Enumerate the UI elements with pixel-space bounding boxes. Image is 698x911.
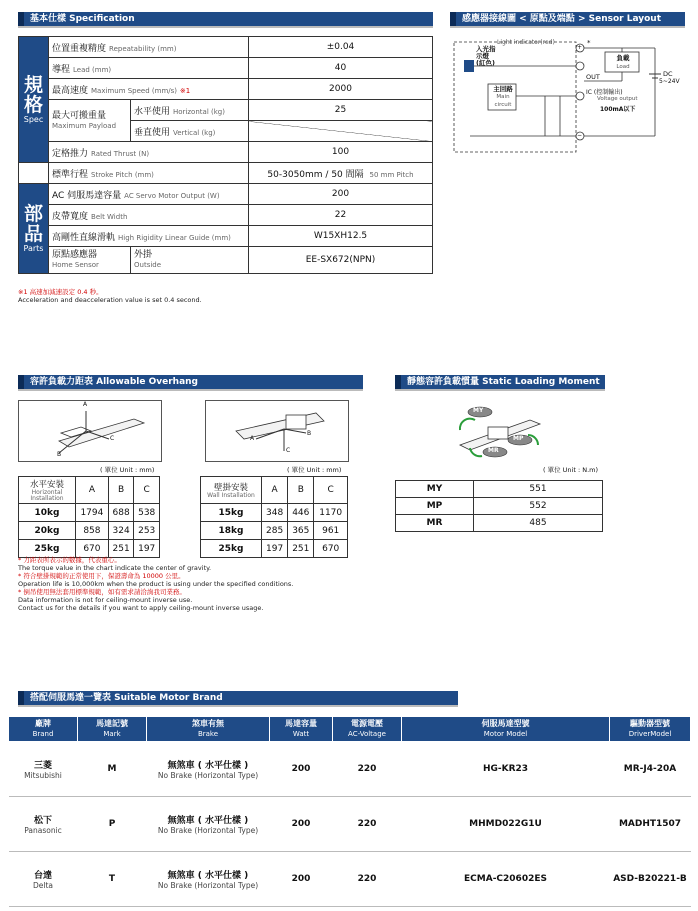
spec-side-label (19, 37, 49, 163)
payload-horizontal-label: 水平使用 Horizontal (kg) (131, 100, 249, 121)
spec-row-lead: 導程 Lead (mm) (49, 58, 249, 79)
parts-row-sensor: 原點感應器 Home Sensor (49, 247, 131, 274)
horizontal-axis-c: C (110, 435, 115, 442)
table-row: 20kg 858 324 253 (19, 522, 160, 540)
spec-row-payload: 最大可搬重量 Maximum Payload (49, 100, 131, 142)
overhang-note-en-2: Operation life is 10,000km when the product is using under the specified conditions. (18, 580, 294, 588)
parts-side-zh: 部品 (23, 202, 43, 245)
static-moment-table (395, 480, 603, 532)
moment-diagram (440, 400, 570, 460)
lead-value: 40 (249, 58, 433, 79)
table-row: 三菱 Mitsubishi M 無煞車 ( 水平仕樣 ) No Brake (Horizontal Type) 200 220 HG-KR23 MR-J4-20A (9, 742, 691, 797)
spec-note-red: ※1 高速加減速設定 0.4 秒。 (18, 288, 103, 296)
sensor-mount-label: 外掛 Outside (131, 247, 249, 274)
spec-row-stroke: 標準行程 Stroke Pitch (mm) (49, 163, 249, 184)
overhang-note-red-2: * 符合壁掛規範的正常使用下，保證壽命為 10000 公里。 (18, 572, 185, 580)
parts-row-motor: AC 伺服馬達容量 AC Servo Motor Output (W) (49, 184, 249, 205)
voltage-output-label: Voltage output (597, 96, 638, 102)
moment-svg (440, 400, 570, 460)
horizontal-install-diagram (18, 400, 162, 462)
w-col-c: C (314, 477, 348, 504)
h-col-b: B (108, 477, 134, 504)
w-col-a: A (262, 477, 288, 504)
moment-label-my: MY (473, 407, 484, 414)
payload-horizontal-value: 25 (249, 100, 433, 121)
spec-side-en: Spec (23, 114, 44, 124)
horizontal-overhang-table (18, 476, 160, 558)
overhang-note-en-4: Contact us for the details if you want to apply ceiling-mount inverse usage. (18, 604, 264, 612)
indicator-led-icon (464, 60, 474, 72)
wall-install-label: 壁掛安裝 Wall Installation (201, 477, 262, 504)
table-row: 25kg 670 251 197 (19, 540, 160, 558)
overhang-note-en-3: Data information is not for ceiling-mount inverse use. (18, 596, 193, 604)
main-circuit-label: 主回路 Main circuit (493, 85, 513, 108)
plus-terminal-label: + (577, 44, 583, 51)
table-row: 18kg 285 365 961 (201, 522, 348, 540)
wall-axis-a: A (250, 435, 255, 442)
ic-label: IC (控制輸出) (586, 89, 623, 96)
moment-unit: ( 單位 Unit : N.m) (543, 466, 599, 474)
static-moment-header: 靜態容許負載慣量 Static Loading Moment (395, 375, 605, 389)
spec-note-en: Acceleration and deacceleration value is set 0.4 second. (18, 296, 202, 304)
horizontal-install-label: 水平安裝 Horizontal Installation (19, 477, 76, 504)
max-speed-value: 2000 (249, 79, 433, 100)
table-row: MP 552 (396, 498, 603, 515)
spec-table (18, 36, 433, 274)
minus-terminal-label: − (577, 132, 583, 139)
indicator-zh-label: 入光指示燈(紅色) (476, 45, 496, 67)
table-row: 25kg 197 251 670 (201, 540, 348, 558)
table-row: 10kg 1794 688 538 (19, 504, 160, 522)
wall-unit: ( 單位 Unit : mm) (287, 466, 342, 474)
rotation-arrow-icon (460, 419, 475, 430)
wall-overhang-table (200, 476, 348, 558)
col-driver-model: 驅動器型號 DriverModel (610, 717, 691, 742)
w-col-b: B (288, 477, 314, 504)
parts-row-belt: 皮帶寬度 Belt Width (49, 205, 249, 226)
parts-side-en: Parts (23, 243, 44, 253)
horizontal-axis-a: A (83, 401, 88, 408)
sensor-wiring-diagram (450, 36, 685, 156)
overhang-note-red-1: * 力距表所表示的數據，代表重心。 (18, 556, 121, 564)
parts-side-label (19, 184, 49, 274)
motor-table (8, 716, 691, 907)
stroke-value: 50-3050mm / 50 間隔 50 mm Pitch (249, 163, 433, 184)
wall-axis-b: B (307, 430, 312, 437)
dc-label: DC (663, 70, 673, 78)
motor-output-value: 200 (249, 184, 433, 205)
wall-install-diagram (205, 400, 349, 462)
guide-value: W15XH12.5 (249, 226, 433, 247)
sensor-layout-header: 感應器接線圖 < 原點及端點 > Sensor Layout (450, 12, 685, 26)
current-label: 100mA以下 (600, 106, 636, 113)
h-col-a: A (76, 477, 109, 504)
sensor-value: EE-SX672(NPN) (249, 247, 433, 274)
col-brake: 煞車有無 Brake (147, 717, 270, 742)
spec-row-max-speed: 最高速度 Maximum Speed (mm/s) ※1 (49, 79, 249, 100)
spec-side-zh: 規格 (23, 73, 43, 116)
thrust-value: 100 (249, 142, 433, 163)
light-indicator-label: Light indicator(red) (497, 39, 555, 46)
overhang-header: 容許負載力距表 Allowable Overhang (18, 375, 363, 389)
payload-vertical-label: 垂直使用 Vertical (kg) (131, 121, 249, 142)
parts-row-guide: 高剛性直線滑軌 High Rigidity Linear Guide (mm) (49, 226, 249, 247)
horizontal-install-svg (19, 401, 161, 461)
table-row: 台達 Delta T 無煞車 ( 水平仕樣 ) No Brake (Horizontal Type) 200 220 ECMA-C20602ES ASD-B20221-B (9, 852, 691, 907)
spec-row-thrust: 定格推力 Rated Thrust (N) (49, 142, 249, 163)
horizontal-axis-b: B (57, 451, 62, 458)
col-watt: 馬達容量 Watt (270, 717, 333, 742)
dc-voltage-label: 5~24V (659, 78, 680, 85)
motor-header: 搭配伺服馬達一覽表 Suitable Motor Brand (18, 691, 458, 705)
moment-label-mr: MR (488, 447, 499, 454)
repeatability-value: ±0.04 (249, 37, 433, 58)
overhang-note-red-3: * 倒吊使用無法套用標準規範，如有需求請洽詢我司業務。 (18, 588, 186, 596)
col-voltage: 電源電壓 AC-Voltage (333, 717, 402, 742)
spec-header: 基本仕樣 Specification (18, 12, 433, 26)
col-mark: 馬達記號 Mark (78, 717, 147, 742)
wall-axis-c: C (286, 447, 291, 454)
overhang-note-en-1: The torque value in the chart indicate the center of gravity. (18, 564, 212, 572)
h-col-c: C (134, 477, 160, 504)
star-mark: * (587, 39, 591, 47)
belt-width-value: 22 (249, 205, 433, 226)
horizontal-unit: ( 單位 Unit : mm) (100, 466, 155, 474)
wall-install-svg (206, 401, 348, 461)
table-row: MR 485 (396, 515, 603, 532)
moment-label-mp: MP (513, 435, 524, 442)
payload-vertical-value (249, 121, 433, 142)
col-brand: 廠牌 Brand (9, 717, 78, 742)
spec-row-repeatability: 位置重複精度 Repeatability (mm) (49, 37, 249, 58)
overhang-notes (18, 556, 293, 612)
out-label: OUT (586, 73, 600, 81)
table-row: 15kg 348 446 1170 (201, 504, 348, 522)
load-label: 負載 Load (616, 54, 630, 70)
table-row: 松下 Panasonic P 無煞車 ( 水平仕樣 ) No Brake (Horizontal Type) 200 220 MHMD022G1U MADHT1507 (9, 797, 691, 852)
col-motor-model: 伺服馬達型號 Motor Model (402, 717, 610, 742)
table-row: MY 551 (396, 481, 603, 498)
motor-table-header (9, 717, 691, 742)
